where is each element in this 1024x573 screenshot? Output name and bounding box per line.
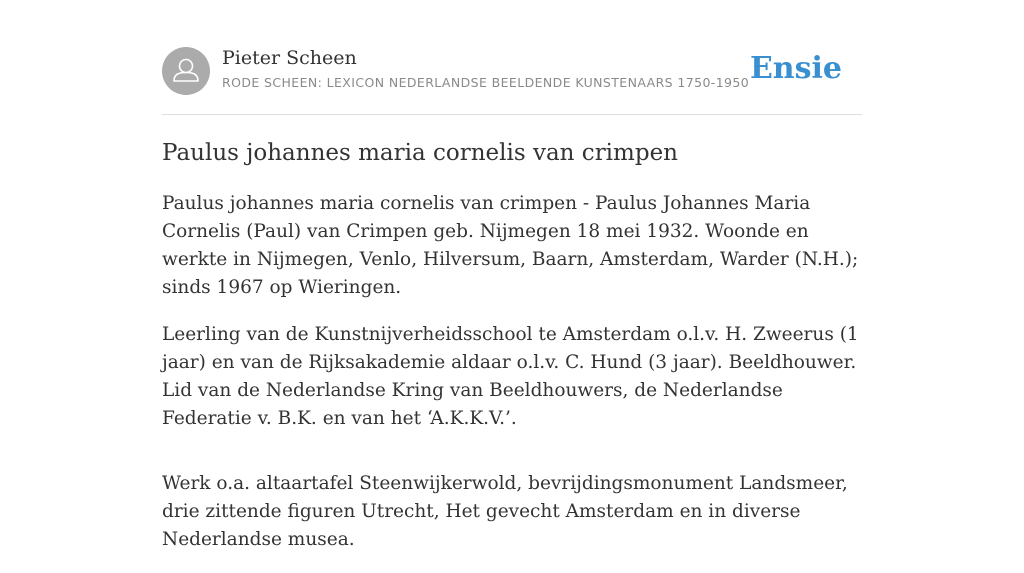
author-header [162,0,862,115]
article-paragraph: Paulus johannes maria cornelis van crimpen - Paulus Johannes Maria Cornelis (Paul) van Crimpen geb. Nijmegen 18 mei 1932. Woonde en werkte in Nijmegen, Venlo, Hilversum, Baarn, Amsterdam, Warder (N.H.); sinds 1967 op Wieringen. [162,193,859,298]
article-paragraph: Leerling van de Kunstnijverheidsschool te Amsterdam o.l.v. H. Zweerus (1 jaar) en van de Rijksakademie aldaar o.l.v. C. Hund (3 jaar). Beeldhouwer. Lid van de Nederlandse Kring van Beeldhouwers, de Nederlandse Federatie v. B.K. en van het ‘A.K.K.V.’. [162,324,859,429]
page-content [162,0,862,550]
avatar[interactable] [162,47,210,95]
ensie-logo[interactable]: Ensie [749,51,842,86]
page-title: Paulus johannes maria cornelis van crimpen [162,140,678,166]
article-body [162,190,862,573]
article-paragraph: Werk o.a. altaartafel Steenwijkerwold, bevrijdingsmonument Landsmeer, drie zittende figuren Utrecht, Het gevecht Amsterdam en in diverse Nederlandse musea. [162,473,848,550]
author-name[interactable]: Pieter Scheen [222,47,357,69]
user-icon [162,47,210,95]
source-title: RODE SCHEEN: LEXICON NEDERLANDSE BEELDENDE KUNSTENAARS 1750-1950 [222,75,750,90]
